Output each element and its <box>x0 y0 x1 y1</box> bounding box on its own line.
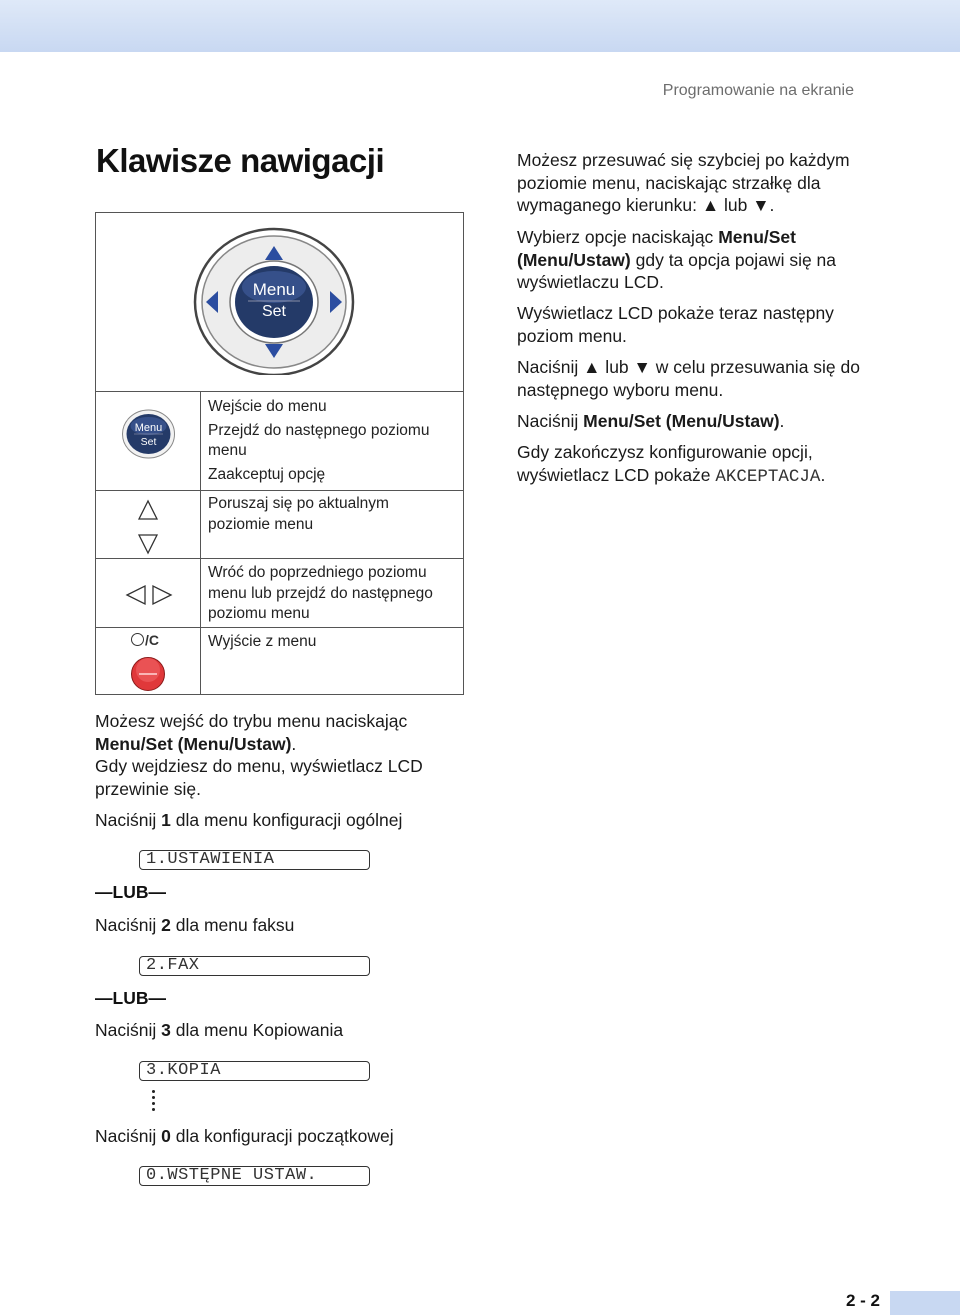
key-desc-line: Wróć do poprzedniego poziomu <box>208 564 427 581</box>
or-separator: —LUB— <box>95 882 166 902</box>
key-row-menu-set <box>96 391 463 491</box>
key-row-up-down <box>96 490 463 559</box>
paragraph-select-options: Wybierz opcje naciskając Menu/Set (Menu/Ustaw) gdy ta opcja pojawi się na wyświetlaczu LCD. <box>517 227 837 292</box>
key-icon-cell <box>96 491 201 559</box>
menu-set-key-icon <box>121 408 176 460</box>
key-desc-line: Wyjście z menu <box>208 633 317 650</box>
instruction-item-2: Naciśnij 2 dla menu faksu <box>95 915 295 935</box>
navigation-keys-table <box>95 212 464 695</box>
instruction-item-3: Naciśnij 3 dla menu Kopiowania <box>95 1020 344 1040</box>
key-icon-cell <box>96 628 201 695</box>
section-title: Klawisze nawigacji <box>96 142 385 179</box>
key-row-stop-exit <box>96 627 463 695</box>
lcd-display-1: 1.USTAWIENIA <box>139 850 370 870</box>
key-icon-cell <box>96 392 201 491</box>
or-separator: —LUB— <box>95 988 166 1008</box>
page-number: 2 - 2 <box>846 1291 881 1310</box>
paragraph-enter-menu: Możesz wejść do trybu menu naciskając Menu/Set (Menu/Ustaw). Gdy wejdziesz do menu, wyświetlacz LCD przewinie się. <box>95 711 423 799</box>
key-desc-line: Zaakceptuj opcję <box>208 465 326 483</box>
paragraph-fast-scroll: Możesz przesuwać się szybciej po każdym poziomie menu, naciskając strzałkę dla wymaganego kierunku: ▲ lub ▼. <box>517 150 850 215</box>
paragraph-press-menu-set: Naciśnij Menu/Set (Menu/Ustaw). <box>517 411 785 431</box>
key-desc-line: menu <box>208 442 247 459</box>
key-desc-line: Wejście do menu <box>208 398 327 415</box>
paragraph-next-level: Wyświetlacz LCD pokaże teraz następny poziom menu. <box>517 303 834 346</box>
svg-text:Set: Set <box>140 436 157 448</box>
key-desc-line: menu lub przejdź do następnego <box>208 584 433 602</box>
lcd-display-0: 0.WSTĘPNE USTAW. <box>139 1166 370 1186</box>
instruction-item-0: Naciśnij 0 dla konfiguracji początkowej <box>95 1126 394 1146</box>
paragraph-scroll-next: Naciśnij ▲ lub ▼ w celu przesuwania się do następnego wyboru menu. <box>517 357 860 400</box>
key-desc-line: Przejdź do następnego poziomu <box>208 421 430 439</box>
menu-key-label: Menu <box>252 280 296 299</box>
key-desc-line: poziomie menu <box>208 515 314 533</box>
page-number-bar <box>890 1291 960 1315</box>
ellipsis-vertical-icon <box>152 1090 158 1114</box>
key-desc-line: poziomu menu <box>208 605 310 622</box>
left-right-arrows-icon <box>125 584 173 606</box>
stop-exit-key-icon <box>130 656 166 692</box>
lcd-display-3: 3.KOPIA <box>139 1061 370 1081</box>
key-row-left-right <box>96 558 463 628</box>
stop-icon <box>131 633 144 646</box>
instruction-item-1: Naciśnij 1 dla menu konfiguracji ogólnej <box>95 810 403 830</box>
key-icon-cell <box>96 559 201 628</box>
lcd-display-2: 2.FAX <box>139 956 370 976</box>
control-pad-illustration <box>192 225 357 375</box>
header-band <box>0 0 960 52</box>
svg-text:Menu: Menu <box>134 422 163 434</box>
page-number-tab <box>842 1284 960 1315</box>
key-desc-line: Poruszaj się po aktualnym <box>208 495 389 512</box>
paragraph-accept: Gdy zakończysz konfigurowanie opcji, wyświetlacz LCD pokaże AKCEPTACJA. <box>517 442 826 487</box>
up-down-arrows-icon <box>137 499 159 555</box>
set-key-label: Set <box>261 303 287 320</box>
stop-exit-key-label: /C <box>131 632 159 648</box>
running-header: Programowanie na ekranie <box>662 82 854 99</box>
